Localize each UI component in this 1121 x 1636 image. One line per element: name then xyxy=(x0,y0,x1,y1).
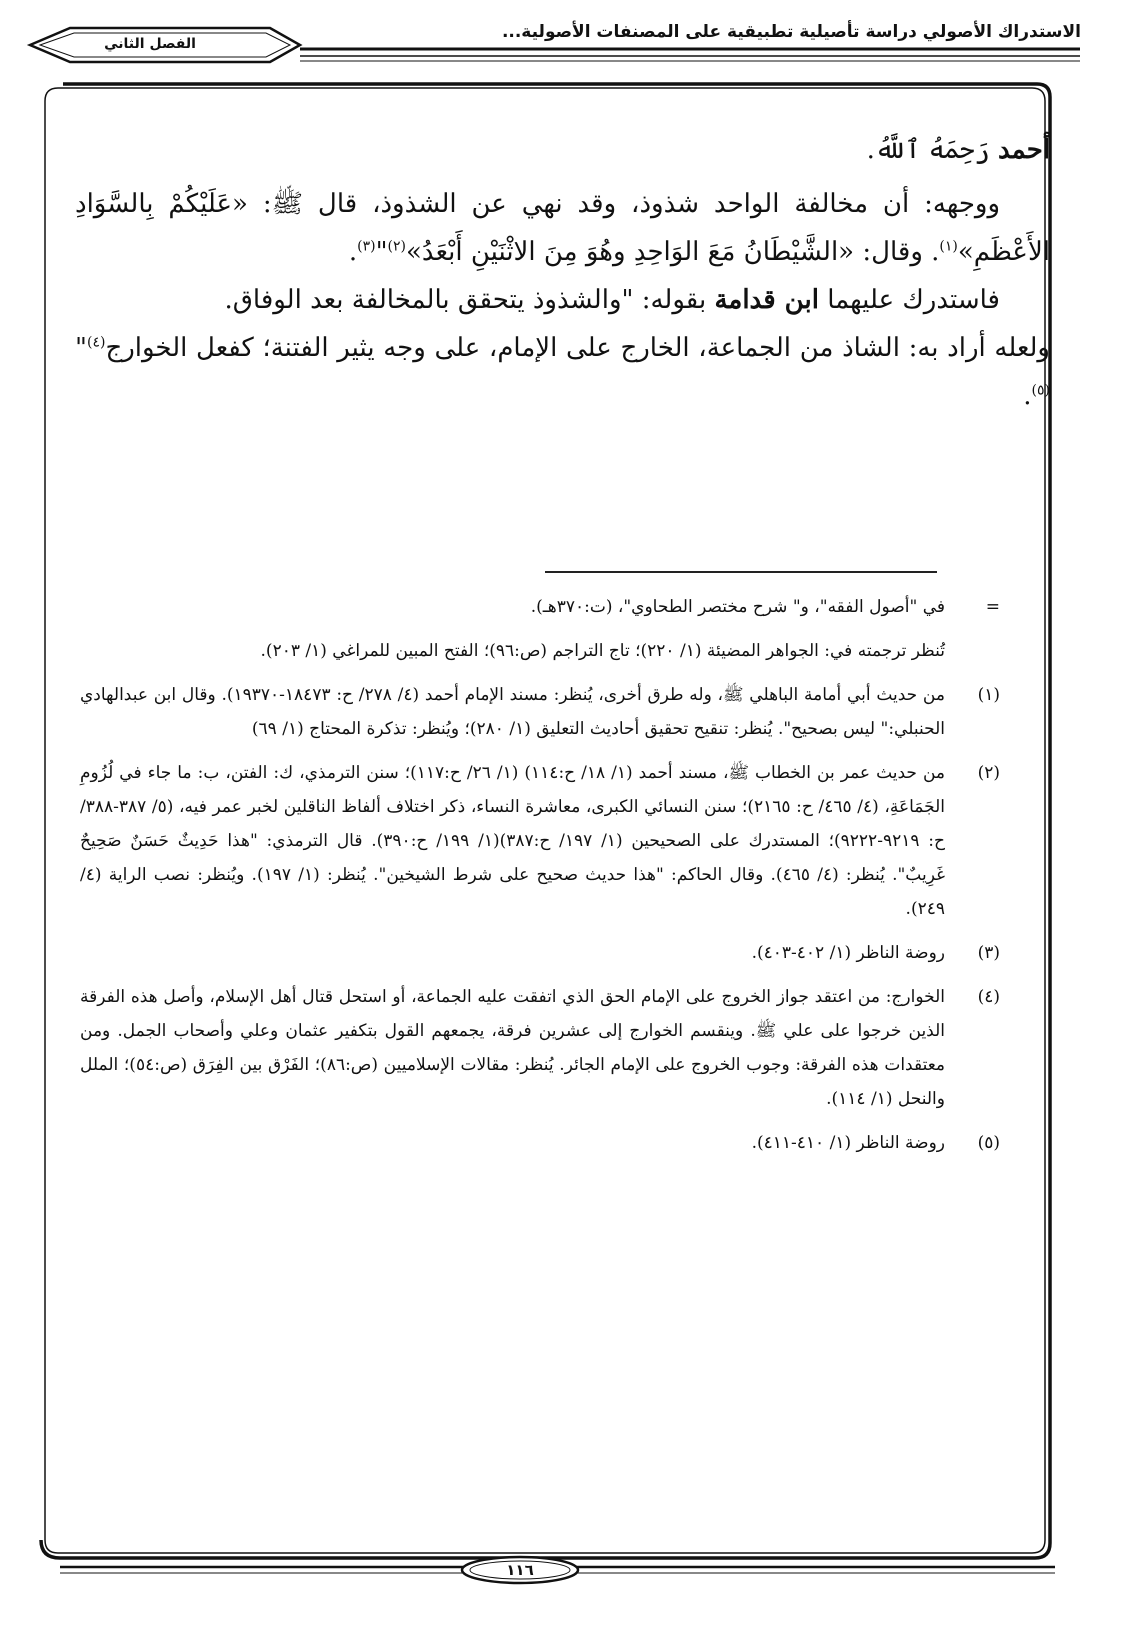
footnote-text: من حديث أبي أمامة الباهلي ﷺ، وله طرق أخرى، يُنظر: مسند الإمام أحمد (٤/ ٢٧٨/ ح: ١٨٤٧٣-١٩٣٧٠). وقال ابن عبدالهادي الحنبلي:" ليس بصحيح". يُنظر: تنقيح تحقيق أحاديث التعليق (١/ ٢٨٠)؛ ويُنظر: تذكرة المحتاج (١/ ٦٩) xyxy=(80,685,945,739)
page-number: ١١٦ xyxy=(506,1561,534,1579)
footnote-text: من حديث عمر بن الخطاب ﷺ، مسند أحمد (١/ ١٨/ ح:١١٤) (١/ ٢٦/ ح:١١٧)؛ سنن الترمذي، ك: الفتن، ب: ما جاء في لُزُومِ الجَمَاعَةِ، (٤/ ٤٦٥/ ح: ٢١٦٥)؛ سنن النسائي الكبرى، معاشرة النساء، ذكر اختلاف ألفاظ الناقلين لخبر عمر فيه، (٥/ ٣٨٧-٣٨٨/ ح: ٩٢١٩-٩٢٢٢)؛ المستدرك على الصحيحين (١/ ١٩٧/ ح:٣٨٧)(١/ ١٩٩/ ح:٣٩٠). قال الترمذي: "هذا حَدِيثٌ حَسَنٌ صَحِيحٌ غَرِيبٌ". يُنظر: (٤/ ٤٦٥). وقال الحاكم: "هذا حديث صحيح على شرط الشيخين". يُنظر: (١/ ١٩٧). ويُنظر: نصب الراية (٤/ ٢٤٩). xyxy=(80,763,945,919)
footnote-number: (٢) xyxy=(977,763,1000,783)
biography-reference: تُنظر ترجمته في: الجواهر المضيئة (١/ ٢٢٠)؛ تاج التراجم (ص:٩٦)؛ الفتح المبين للمراغي (١/ ٢٠٣). xyxy=(260,641,945,661)
footnote-ref-3[interactable]: (٣) xyxy=(357,238,376,255)
footnote-ref-5[interactable]: (٥) xyxy=(1031,382,1050,399)
footnote-ref-1[interactable]: (١) xyxy=(939,238,958,255)
scholar-name: أحمد xyxy=(998,135,1050,165)
main-text xyxy=(75,126,1050,420)
footnote-text: الخوارج: من اعتقد جواز الخروج على الإمام الحق الذي اتفقت عليه الجماعة، أو استحل قتال أهل الإسلام، وأصل هذه الفرقة الذين خرجوا على علي ﷺ. وينقسم الخوارج إلى عشرين فرقة، يجمعهم القول بتكفير عثمان وعلي وأصحاب الجمل. ومن معتقدات هذه الفرقة: وجوب الخروج على الإمام الجائر. يُنظر: مقالات الإسلاميين (ص:٨٦)؛ الفَرْق بين الفِرَق (ص:٥٤)؛ الملل والنحل (١/ ١١٤). xyxy=(80,987,946,1109)
footnote-2 xyxy=(80,756,1000,926)
footnote-separator xyxy=(545,571,937,573)
paragraph-2: ووجهه: أن مخالفة الواحد شذوذ، وقد نهي عن الشذوذ، قال ﷺ: «عَلَيْكُمْ بِالسَّوَادِ الأَعْظَمِ»$^{(١)}$. وقال: «الشَّيْطَانُ مَعَ الوَاحِدِ وهُوَ مِنَ الاثْنَيْنِ أَبْعَدُ»$^{(٢)}$"$^{(٣)}$. xyxy=(75,189,1050,267)
paragraph-3: فاستدرك عليهما ابن قدامة بقوله: "والشذوذ يتحقق بالمخالفة بعد الوفاق. xyxy=(224,285,1000,315)
continuation-mark: = xyxy=(985,597,1000,617)
footnote-text: روضة الناظر (١/ ٤١٠-٤١١). xyxy=(751,1133,945,1153)
footnote-continuation: = في "أصول الفقه"، و" شرح مختصر الطحاوي"، (ت:٣٧٠هـ). xyxy=(80,590,1000,624)
paragraph-1: أحمد رَحِمَهُ ٱللَّهُ. xyxy=(866,135,1050,165)
footnote-number: (١) xyxy=(977,685,1000,705)
chapter-label: الفصل الثاني xyxy=(104,36,196,52)
footnote-number: (٤) xyxy=(977,987,1000,1007)
scholar-name-2: ابن قدامة xyxy=(714,285,819,315)
footnote-ref-4[interactable]: (٤) xyxy=(86,334,106,351)
footnote-ref-2[interactable]: (٢) xyxy=(387,238,407,255)
footnote-5 xyxy=(80,1126,1000,1160)
paragraph-4: ولعله أراد به: الشاذ من الجماعة، الخارج على الإمام، على وجه يثير الفتنة؛ كفعل الخوارج$^{(٤)}$"$^{(٥)}$. xyxy=(75,333,1050,411)
footnote-1 xyxy=(80,678,1000,746)
footnote-3 xyxy=(80,936,1000,970)
footnotes xyxy=(80,590,1000,1170)
footnote-number: (٣) xyxy=(977,943,1000,963)
footnote-number: (٥) xyxy=(977,1133,1000,1153)
book-title: الاستدراك الأصولي دراسة تأصيلية تطبيقية على المصنفات الأصولية... xyxy=(501,22,1081,42)
footnote-text: روضة الناظر (١/ ٤٠٢-٤٠٣). xyxy=(751,943,945,963)
footnote-4 xyxy=(80,980,1000,1116)
